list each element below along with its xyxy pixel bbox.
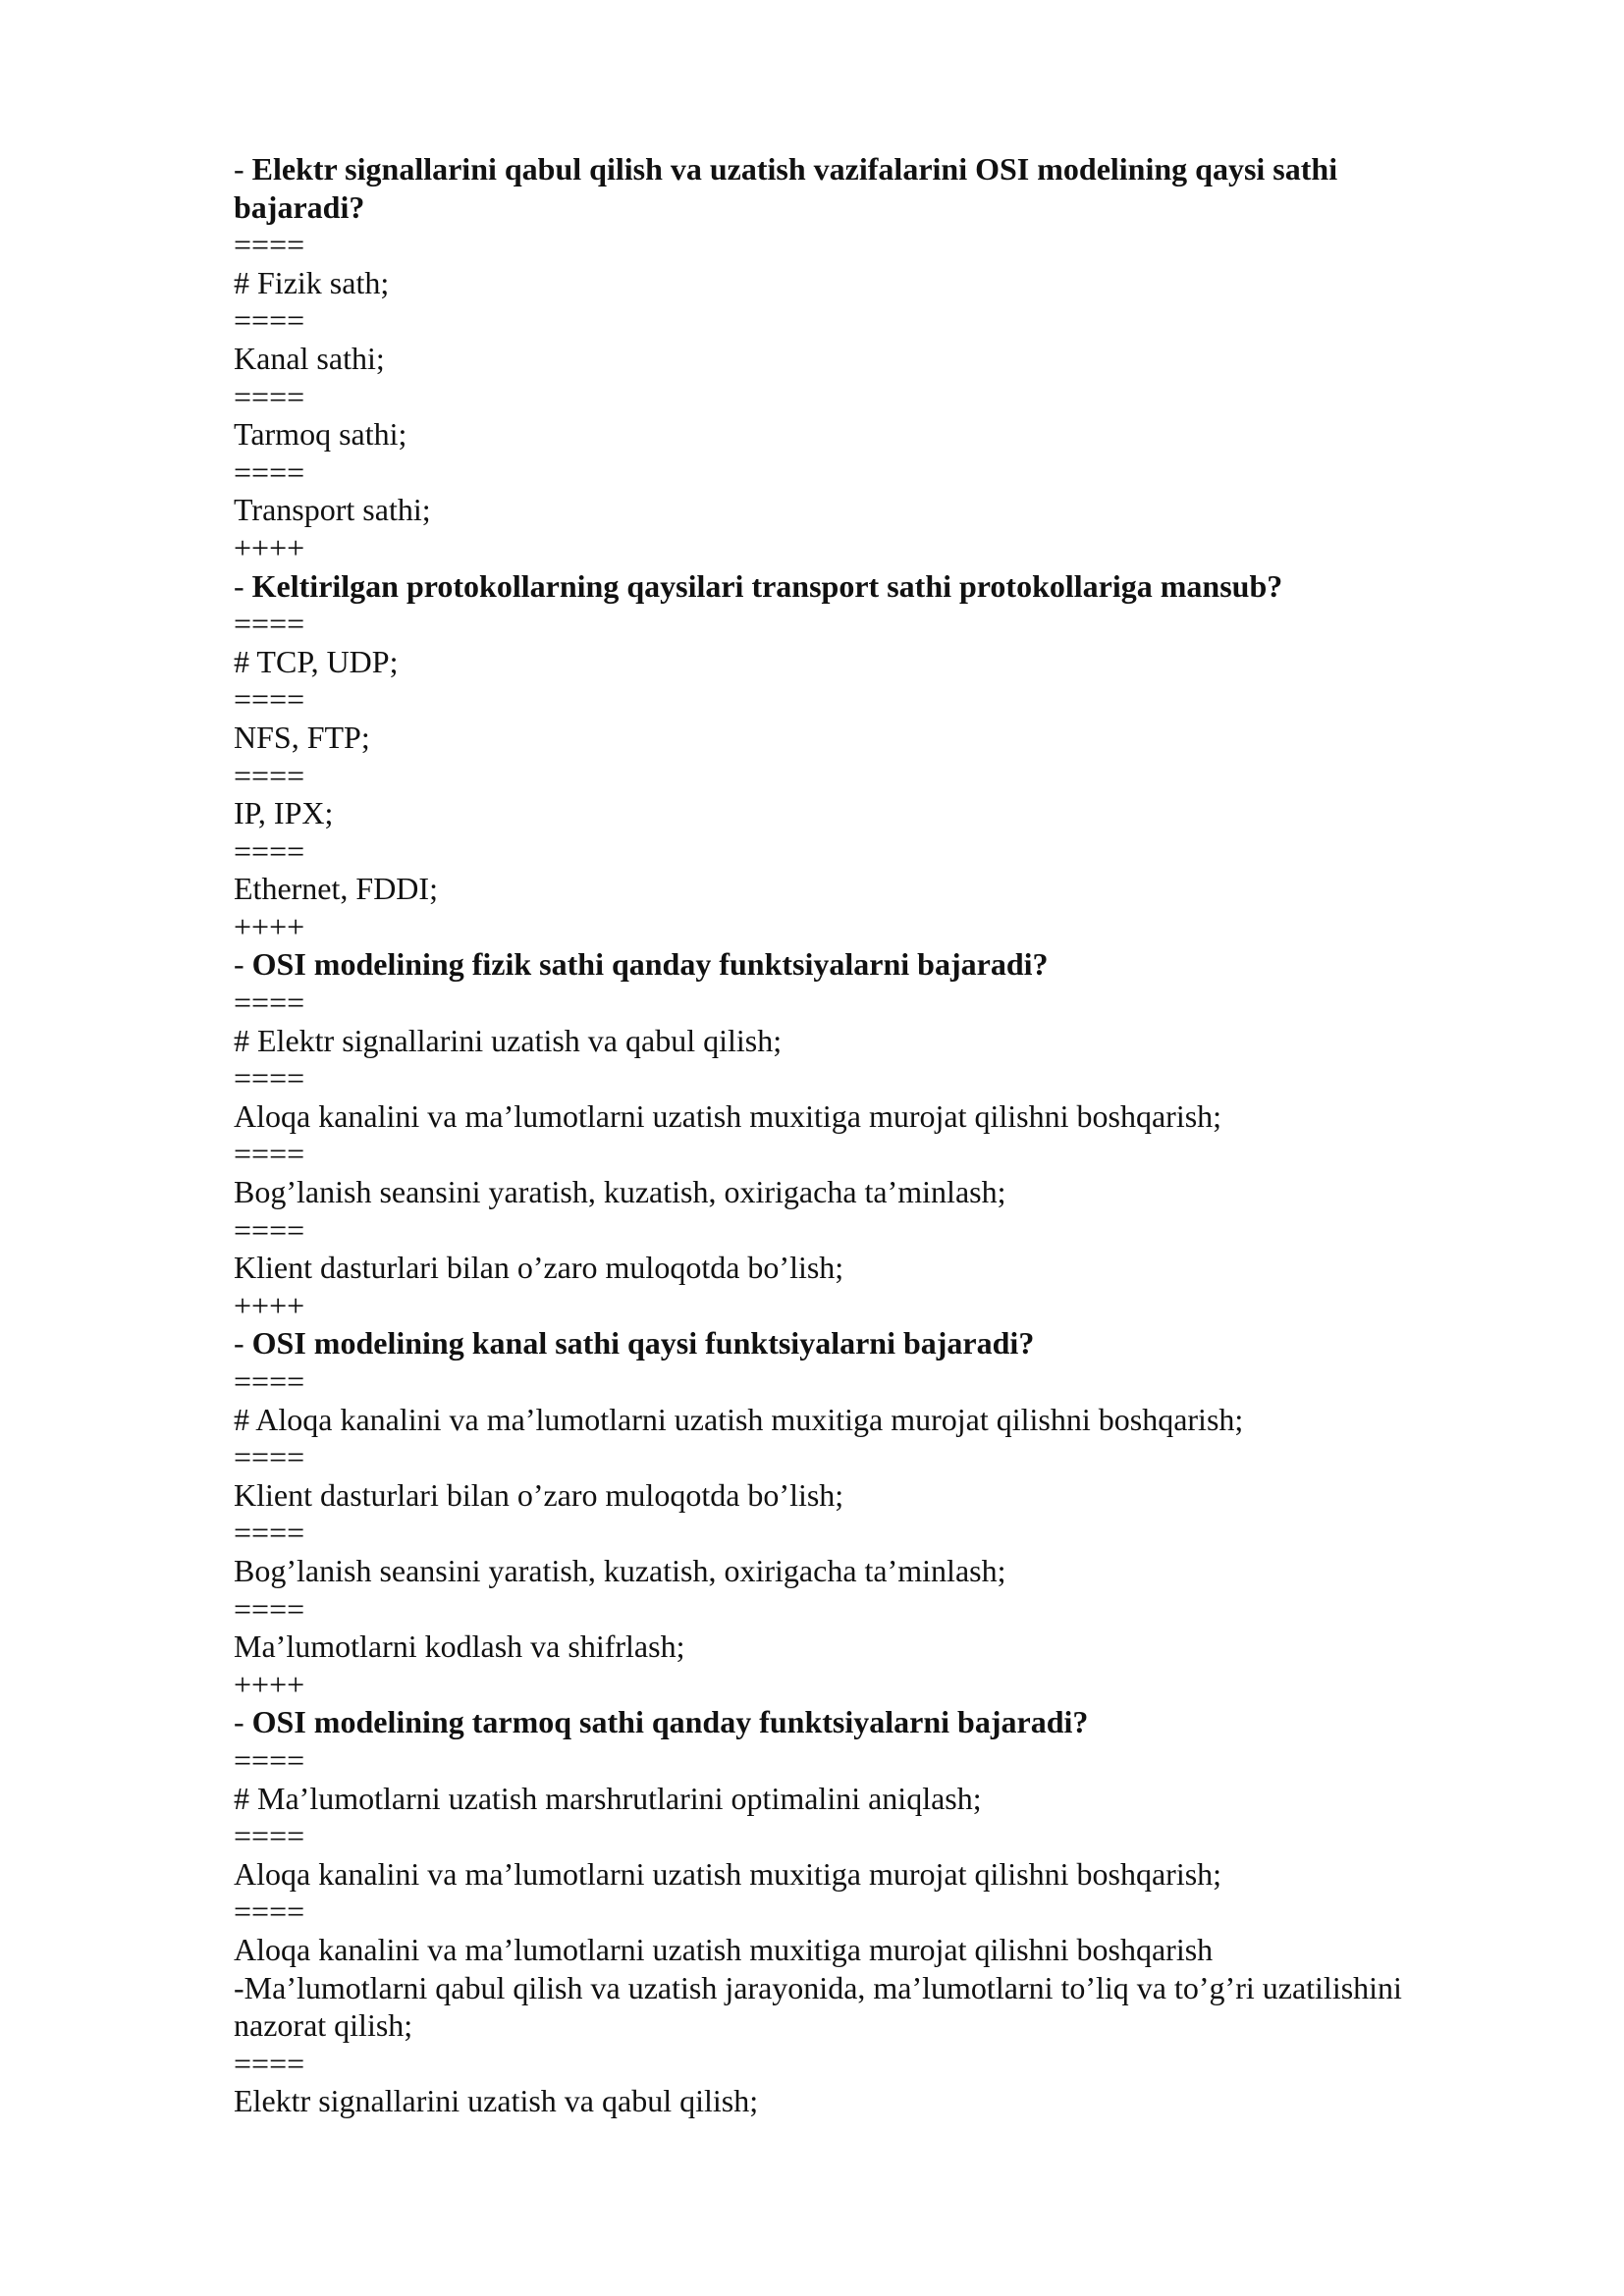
answer-option: Kanal sathi; bbox=[234, 340, 385, 376]
question-separator: ++++ bbox=[234, 529, 305, 565]
answer-separator: ==== bbox=[234, 681, 305, 718]
question-separator: ++++ bbox=[234, 1287, 305, 1323]
question-text: OSI modelining kanal sathi qaysi funktsiyalarni bajaradi? bbox=[251, 1325, 1035, 1362]
question bbox=[234, 150, 1471, 226]
question bbox=[234, 945, 1471, 984]
correct-answer: # Elektr signallarini uzatish va qabul qilish; bbox=[234, 1022, 783, 1058]
answer-option: Aloqa kanalini va ma’lumotlarni uzatish muxitiga murojat qilishni boshqarish; bbox=[234, 1097, 1222, 1134]
answer-separator: ==== bbox=[234, 454, 305, 490]
answer-option: Aloqa kanalini va ma’lumotlarni uzatish muxitiga murojat qilishni boshqarish -Ma’lumotlarni qabul qilish va uzatish jarayonida, ma’lumotlarni to’liq va to’g’ri uzatilishini nazorat qilish; bbox=[234, 1931, 1402, 2044]
answer-option: Aloqa kanalini va ma’lumotlarni uzatish muxitiga murojat qilishni boshqarish; bbox=[234, 1855, 1222, 1892]
question-text: Keltirilgan protokollarning qaysilari transport sathi protokollariga mansub? bbox=[251, 567, 1283, 604]
correct-answer: # Aloqa kanalini va ma’lumotlarni uzatish muxitiga murojat qilishni boshqarish; bbox=[234, 1401, 1244, 1437]
document-page bbox=[234, 150, 1471, 2120]
correct-answer: # Fizik sath; bbox=[234, 264, 390, 300]
answer-separator: ==== bbox=[234, 1894, 305, 1930]
question-prefix: - bbox=[234, 1325, 252, 1362]
answer-separator: ==== bbox=[234, 1439, 305, 1475]
correct-answer: # Ma’lumotlarni uzatish marshrutlarini optimalini aniqlash; bbox=[234, 1780, 982, 1816]
answer-option: Ethernet, FDDI; bbox=[234, 871, 438, 907]
question bbox=[234, 1703, 1471, 1741]
answer-separator: ==== bbox=[234, 227, 305, 263]
answer-separator: ==== bbox=[234, 1363, 305, 1399]
answer-separator: ==== bbox=[234, 832, 305, 869]
question-prefix: - bbox=[234, 567, 252, 604]
answer-separator: ==== bbox=[234, 302, 305, 339]
question-text: OSI modelining tarmoq sathi qanday funktsiyalarni bajaradi? bbox=[251, 1704, 1089, 1740]
answer-separator: ==== bbox=[234, 757, 305, 793]
answer-separator: ==== bbox=[234, 985, 305, 1021]
answer-option: Klient dasturlari bilan o’zaro muloqotda bo’lish; bbox=[234, 1476, 844, 1513]
answer-option: Elektr signallarini uzatish va qabul qilish; bbox=[234, 2083, 759, 2119]
answer-separator: ==== bbox=[234, 1590, 305, 1627]
answer-separator: ==== bbox=[234, 1818, 305, 1854]
correct-answer: # TCP, UDP; bbox=[234, 643, 399, 679]
answer-option: Klient dasturlari bilan o’zaro muloqotda bo’lish; bbox=[234, 1250, 844, 1286]
answer-option: Transport sathi; bbox=[234, 492, 431, 528]
question-text: OSI modelining fizik sathi qanday funktsiyalarni bajaradi? bbox=[251, 946, 1049, 983]
answer-option: Ma’lumotlarni kodlash va shifrlash; bbox=[234, 1629, 685, 1665]
question-prefix: - bbox=[234, 1704, 252, 1740]
answer-separator: ==== bbox=[234, 2045, 305, 2081]
answer-separator: ==== bbox=[234, 1515, 305, 1551]
answer-separator: ==== bbox=[234, 1211, 305, 1248]
question-separator: ++++ bbox=[234, 908, 305, 944]
answer-option: Tarmoq sathi; bbox=[234, 416, 407, 453]
answer-separator: ==== bbox=[234, 378, 305, 414]
question bbox=[234, 567, 1471, 606]
answer-option: Bog’lanish seansini yaratish, kuzatish, oxirigacha ta’minlash; bbox=[234, 1552, 1006, 1588]
answer-option: Bog’lanish seansini yaratish, kuzatish, oxirigacha ta’minlash; bbox=[234, 1174, 1006, 1210]
question bbox=[234, 1324, 1471, 1362]
question-separator: ++++ bbox=[234, 1666, 305, 1702]
answer-separator: ==== bbox=[234, 1741, 305, 1778]
answer-option: NFS, FTP; bbox=[234, 719, 370, 755]
answer-separator: ==== bbox=[234, 1136, 305, 1172]
question-prefix: - bbox=[234, 946, 252, 983]
answer-separator: ==== bbox=[234, 606, 305, 642]
answer-option: IP, IPX; bbox=[234, 795, 334, 831]
question-prefix: - bbox=[234, 151, 252, 187]
answer-separator: ==== bbox=[234, 1060, 305, 1096]
question-text: Elektr signallarini qabul qilish va uzatish vazifalarini OSI modelining qaysi sathi bajaradi? bbox=[234, 151, 1338, 225]
